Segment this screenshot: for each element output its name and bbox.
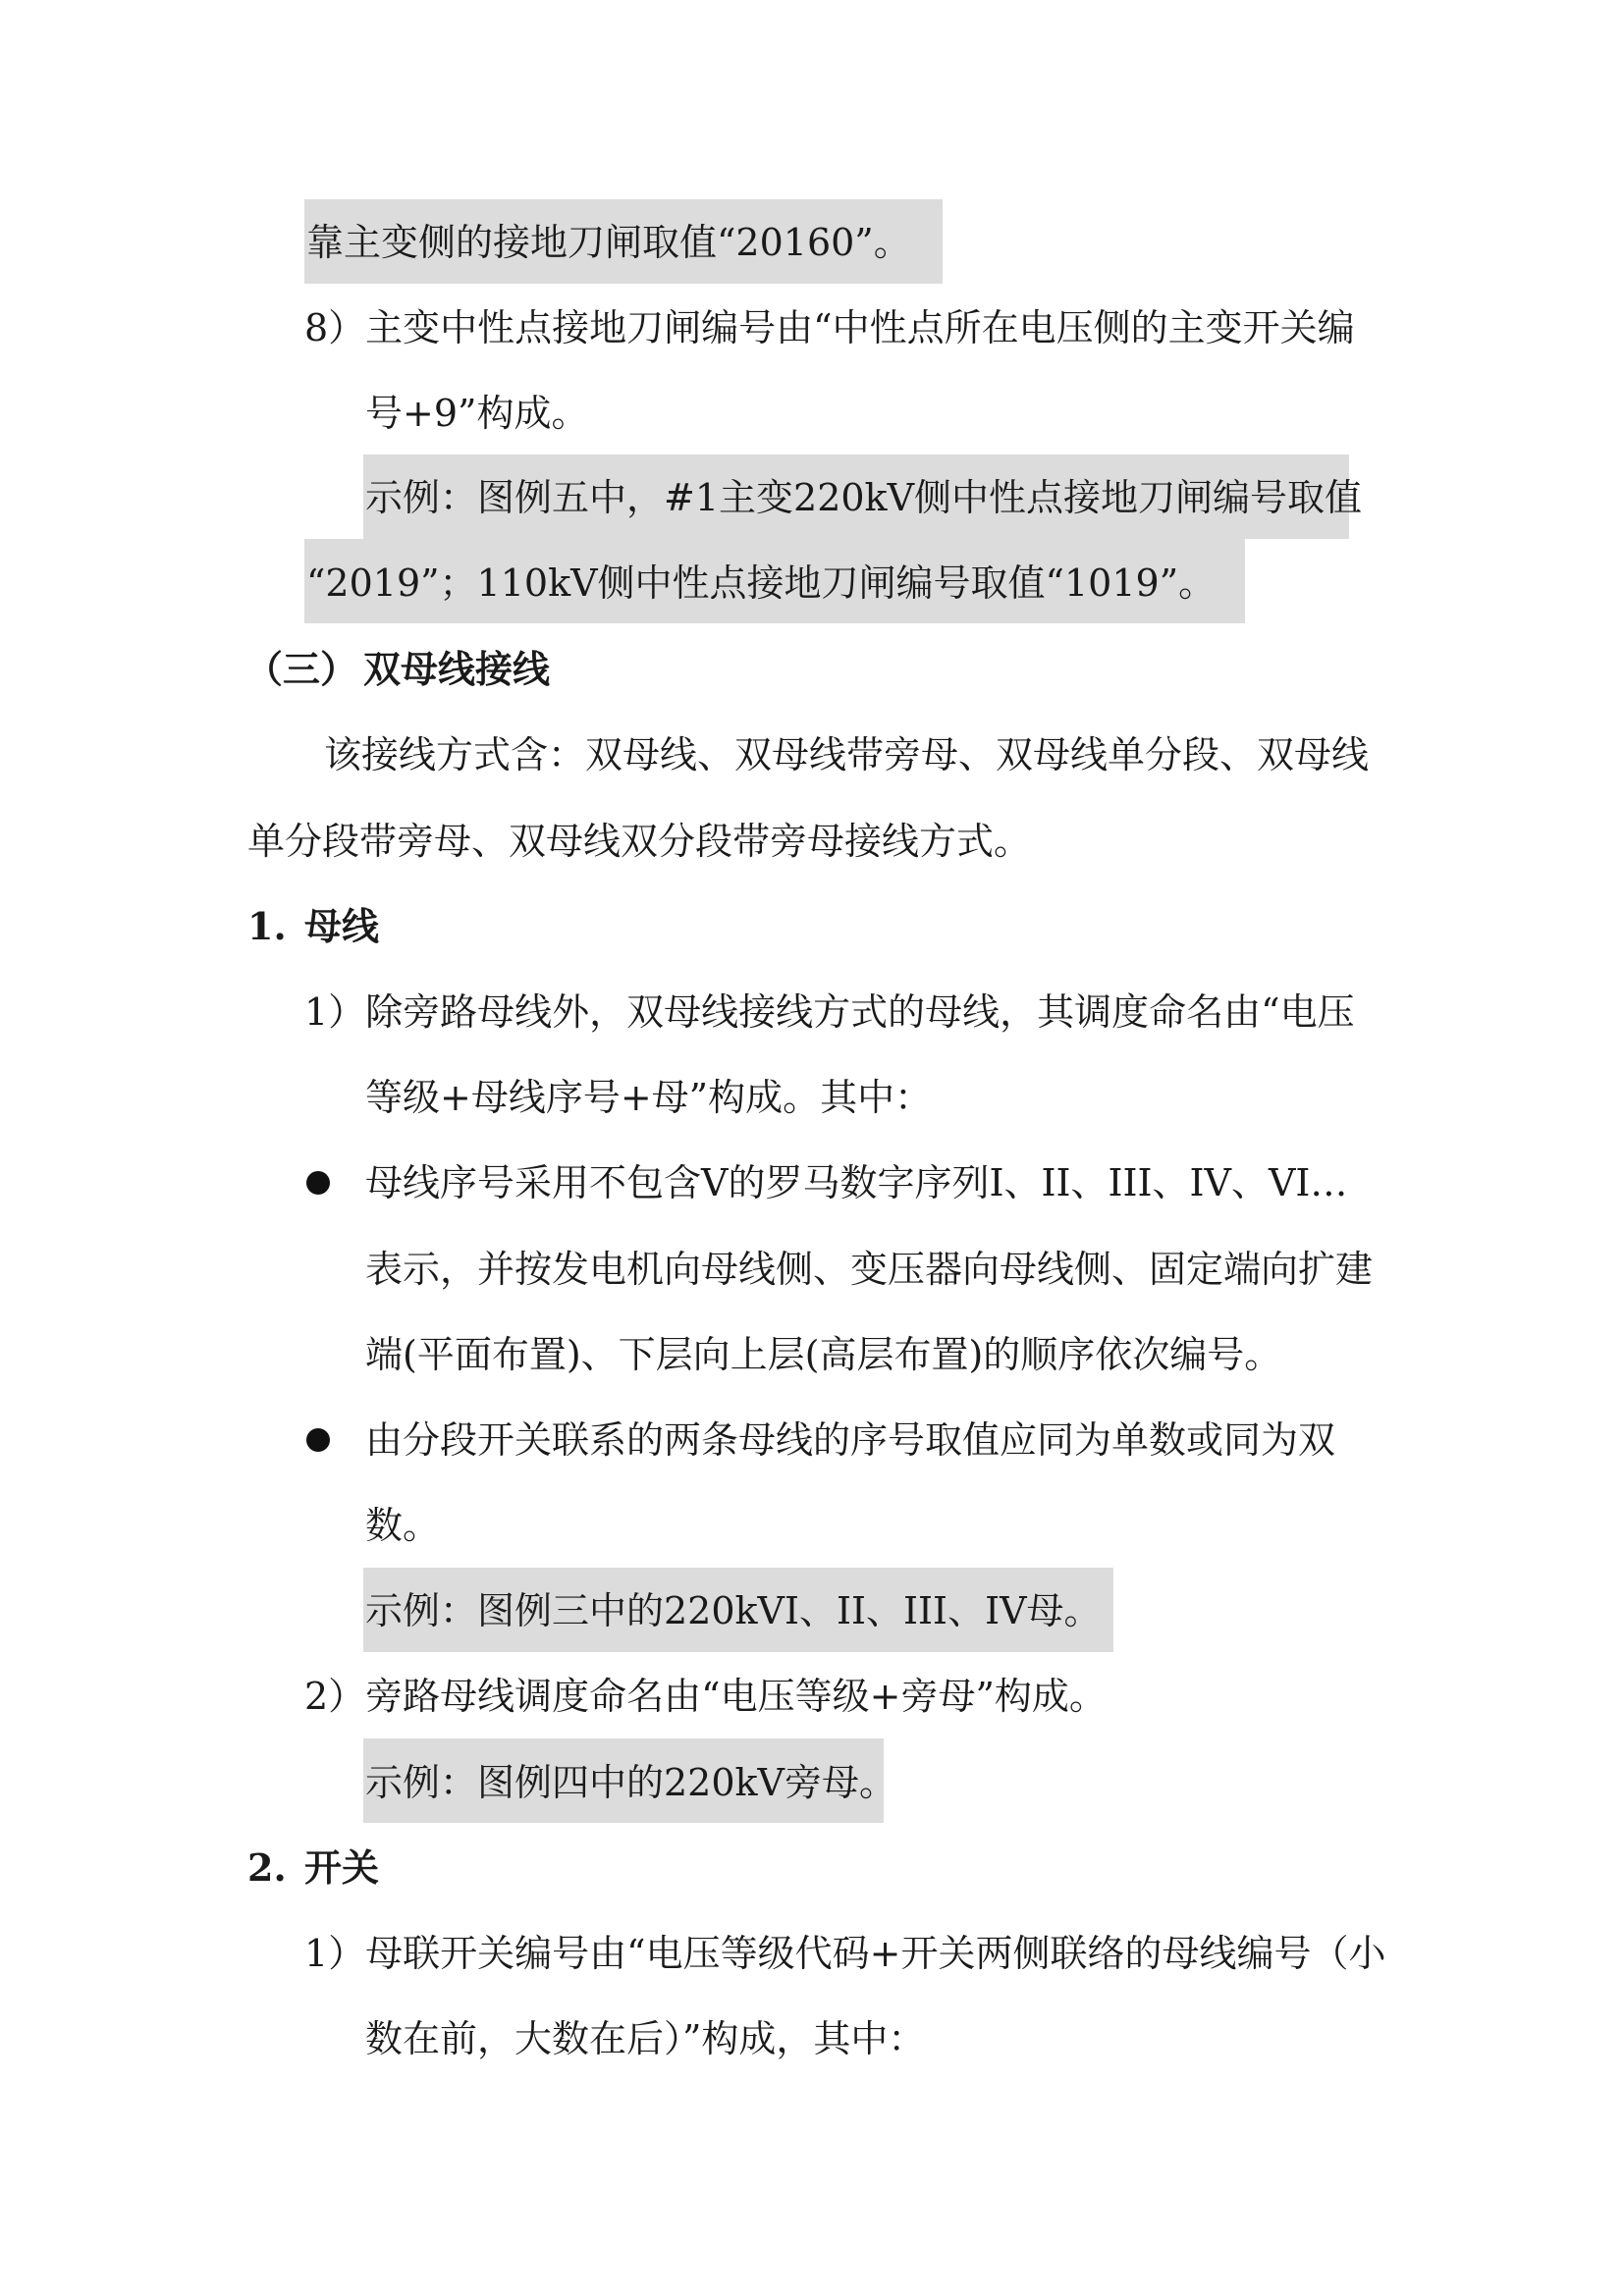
paragraph-text: 该接线方式含：双母线、双母线带旁母、双母线单分段、双母线 <box>324 733 1370 776</box>
text-line: 数。 <box>365 1504 441 1547</box>
bullet-icon <box>306 1428 330 1452</box>
example-text: 示例：图例四中的220kV旁母。 <box>365 1761 897 1804</box>
bullet-icon <box>306 1171 330 1195</box>
text-line: 靠主变侧的接地刀闸取值“20160”。 <box>306 221 911 264</box>
text-line: 端(平面布置)、下层向上层(高层布置)的顺序依次编号。 <box>365 1333 1282 1376</box>
subsection-number: 1. <box>247 904 287 948</box>
example-text: “2019”；110kV侧中性点接地刀闸编号取值“1019”。 <box>306 561 1217 605</box>
text-line: 数在前，大数在后）”构成，其中： <box>365 2017 926 2060</box>
list-item-1: 1）母联开关编号由“电压等级代码+开关两侧联络的母线编号（小 <box>304 1932 1386 1975</box>
example-text: 示例：图例五中，#1主变220kV侧中性点接地刀闸编号取值 <box>365 476 1363 519</box>
list-item-2: 2）旁路母线调度命名由“电压等级+旁母”构成。 <box>304 1675 1107 1718</box>
paragraph-text: 单分段带旁母、双母线双分段带旁母接线方式。 <box>247 820 1032 863</box>
example-text: 示例：图例三中的220kVI、II、III、IV母。 <box>365 1589 1102 1632</box>
text-line: 表示，并按发电机向母线侧、变压器向母线侧、固定端向扩建 <box>365 1248 1374 1291</box>
subsection-number: 2. <box>247 1845 287 1890</box>
subsection-heading: 母线 <box>304 904 380 948</box>
text-line: 号+9”构成。 <box>365 392 589 435</box>
list-item-1: 1）除旁路母线外，双母线接线方式的母线，其调度命名由“电压 <box>304 990 1355 1034</box>
list-item-8: 8）主变中性点接地刀闸编号由“中性点所在电压侧的主变开关编 <box>304 306 1355 349</box>
section-heading: 双母线接线 <box>363 647 551 691</box>
text-line: 等级+母线序号+母”构成。其中： <box>365 1076 933 1119</box>
bullet-text: 由分段开关联系的两条母线的序号取值应同为单数或同为双 <box>365 1418 1336 1462</box>
subsection-heading: 开关 <box>304 1845 380 1890</box>
bullet-text: 母线序号采用不包含V的罗马数字序列I、II、III、IV、VI… <box>365 1161 1348 1204</box>
section-number: （三） <box>245 647 358 691</box>
